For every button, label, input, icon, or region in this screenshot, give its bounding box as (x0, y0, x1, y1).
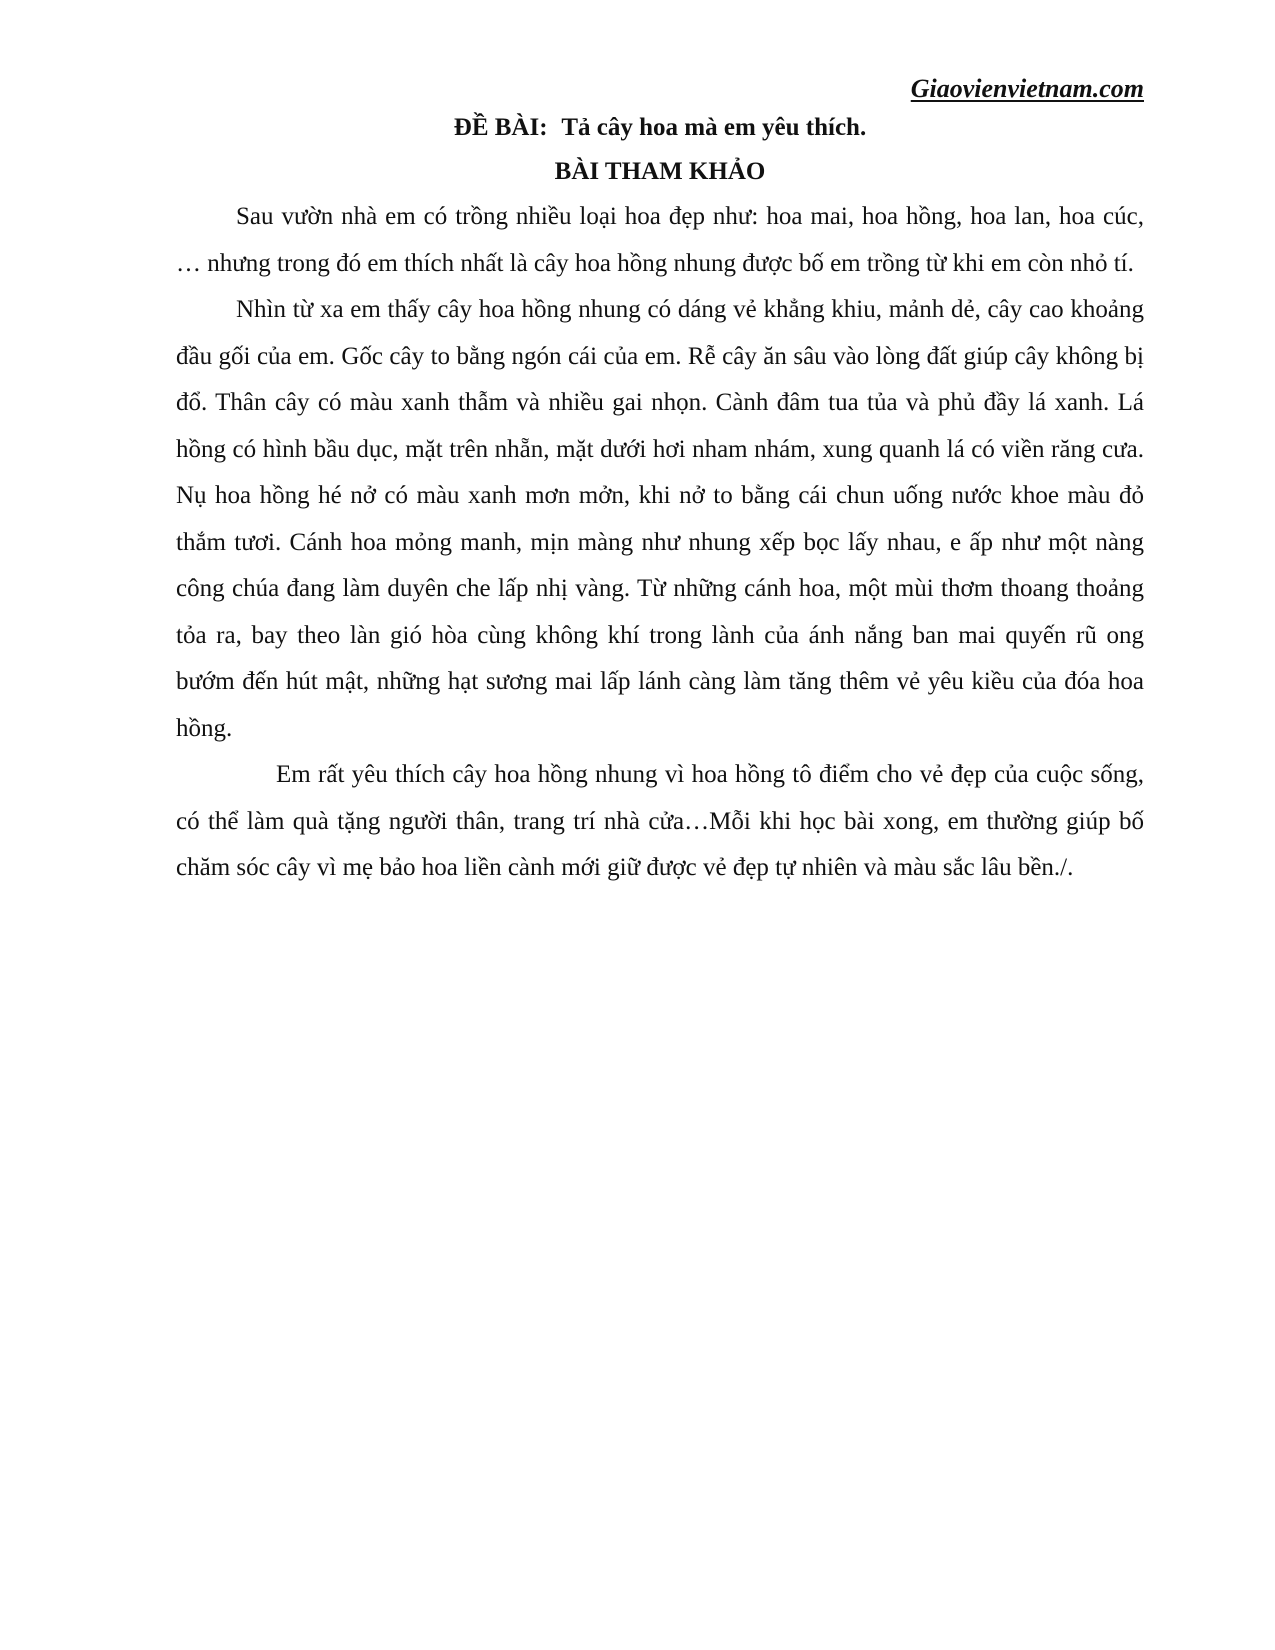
paragraph-intro: Sau vườn nhà em có trồng nhiều loại hoa đẹp như: hoa mai, hoa hồng, hoa lan, hoa cúc, … nhưng trong đó em thích nhất là cây hoa hồng nhung được bố em trồng từ khi em còn nhỏ tí. (176, 203, 1144, 277)
assignment-label: ĐỀ BÀI: (453, 114, 548, 141)
paragraph-body: Nhìn từ xa em thấy cây hoa hồng nhung có dáng vẻ khẳng khiu, mảnh dẻ, cây cao khoảng đầu gối của em. Gốc cây to bằng ngón cái của em. Rễ cây ăn sâu vào lòng đất giúp cây không bị đổ. Thân cây có màu xanh thẫm và nhiều gai nhọn. Cành đâm tua tủa và phủ đầy lá xanh. Lá hồng có hình bầu dục, mặt trên nhẵn, mặt dưới hơi nham nhám, xung quanh lá có viền răng cưa. Nụ hoa hồng hé nở có màu xanh mơn mởn, khi nở to bằng cái chun uống nước khoe màu đỏ thắm tươi. Cánh hoa mỏng manh, mịn màng như nhung xếp bọc lấy nhau, e ấp như một nàng công chúa đang làm duyên che lấp nhị vàng. Từ những cánh hoa, một mùi thơm thoang thoảng tỏa ra, bay theo làn gió hòa cùng không khí trong lành của ánh nắng ban mai quyến rũ ong bướm đến hút mật, những hạt sương mai lấp lánh càng làm tăng thêm vẻ yêu kiều của đóa hoa hồng. (176, 296, 1144, 742)
reference-heading: BÀI THAM KHẢO (554, 158, 766, 185)
assignment-text: Tả cây hoa mà em yêu thích. (561, 114, 867, 141)
document-page (176, 72, 1144, 892)
paragraph-conclusion: Em rất yêu thích cây hoa hồng nhung vì hoa hồng tô điểm cho vẻ đẹp của cuộc sống, có thể làm quà tặng người thân, trang trí nhà cửa…Mỗi khi học bài xong, em thường giúp bố chăm sóc cây vì mẹ bảo hoa liền cành mới giữ được vẻ đẹp tự nhiên và màu sắc lâu bền./. (176, 761, 1144, 881)
site-watermark-link[interactable]: Giaovienvietnam.com (910, 74, 1144, 103)
assignment-title (176, 110, 1144, 146)
